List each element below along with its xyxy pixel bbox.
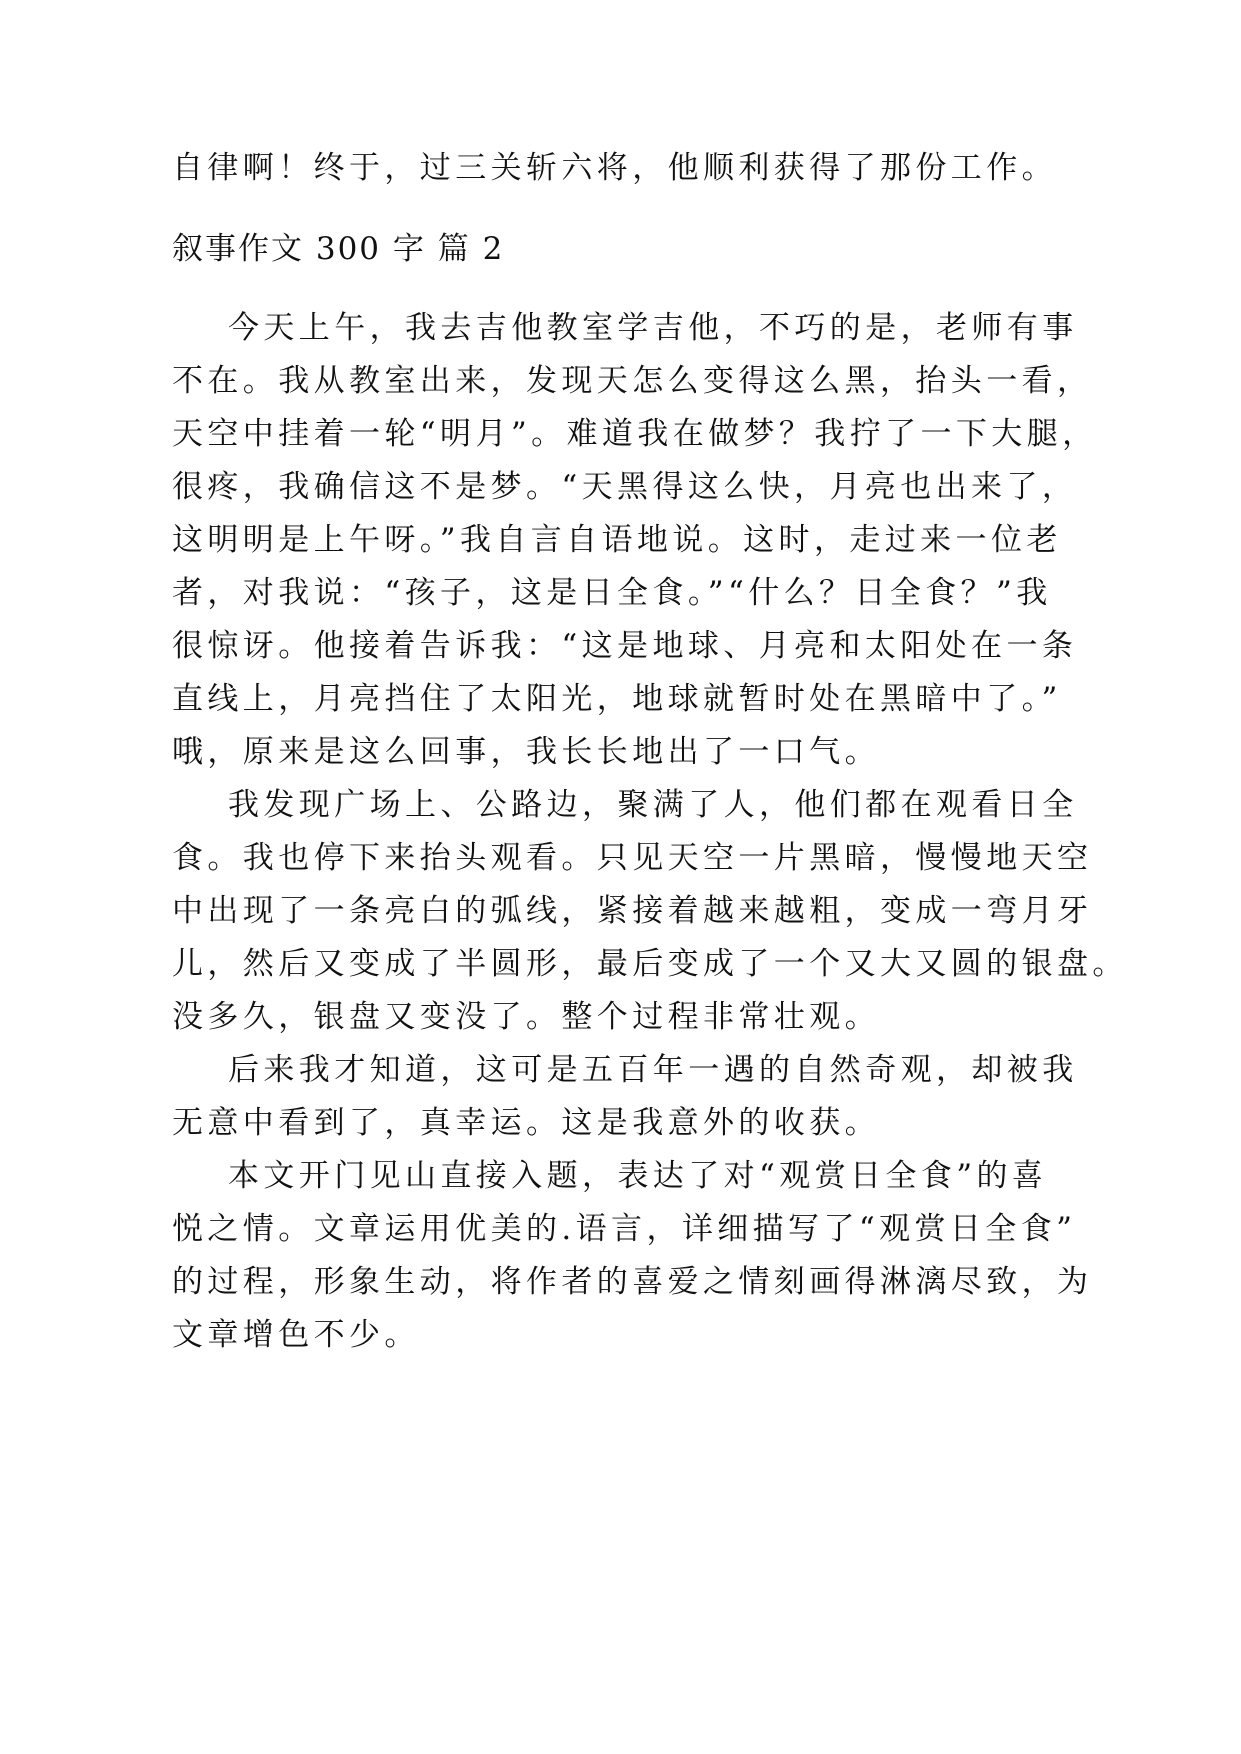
carryover-line: 自律啊！终于，过三关斩六将，他顺利获得了那份工作。 [172,150,1057,186]
paragraph-line: 无意中看到了，真幸运。这是我意外的收获。 [172,1105,880,1141]
paragraph-line: 哦，原来是这么回事，我长长地出了一口气。 [172,734,880,770]
paragraph-line: 食。我也停下来抬头观看。只见天空一片黑暗，慢慢地天空 [172,840,1093,876]
paragraph-line: 没多久，银盘又变没了。整个过程非常壮观。 [172,999,880,1035]
paragraph-line: 直线上，月亮挡住了太阳光，地球就暂时处在黑暗中了。” [172,681,1062,717]
paragraph-line: 这明明是上午呀。”我自言自语地说。这时，走过来一位老 [172,522,1062,558]
paragraph-line: 者，对我说：“孩子，这是日全食。”“什么？日全食？”我 [172,575,1052,611]
paragraph-line: 我发现广场上、公路边，聚满了人，他们都在观看日全 [228,787,1078,823]
paragraph-line: 不在。我从教室出来，发现天怎么变得这么黑，抬头一看， [172,363,1093,399]
paragraph-line: 今天上午，我去吉他教室学吉他，不巧的是，老师有事 [228,310,1078,346]
paragraph-line: 的过程，形象生动，将作者的喜爱之情刻画得淋漓尽致，为 [172,1264,1093,1300]
paragraph-line: 儿，然后又变成了半圆形，最后变成了一个又大又圆的银盘。 [172,946,1128,982]
paragraph-line: 文章增色不少。 [172,1317,420,1353]
paragraph-line: 本文开门见山直接入题，表达了对“观赏日全食”的喜 [228,1158,1048,1194]
paragraph-line: 很惊讶。他接着告诉我：“这是地球、月亮和太阳处在一条 [172,628,1078,664]
paragraph-line: 天空中挂着一轮“明月”。难道我在做梦？我拧了一下大腿， [172,416,1098,452]
paragraph-line: 悦之情。文章运用优美的.语言，详细描写了“观赏日全食” [172,1211,1077,1247]
paragraph-line: 后来我才知道，这可是五百年一遇的自然奇观，却被我 [228,1052,1078,1088]
paragraph-line: 中出现了一条亮白的弧线，紧接着越来越粗，变成一弯月牙 [172,893,1093,929]
paragraph-line: 很疼，我确信这不是梦。“天黑得这么快，月亮也出来了， [172,469,1078,505]
section-title: 叙事作文 300 字 篇 2 [172,231,505,267]
